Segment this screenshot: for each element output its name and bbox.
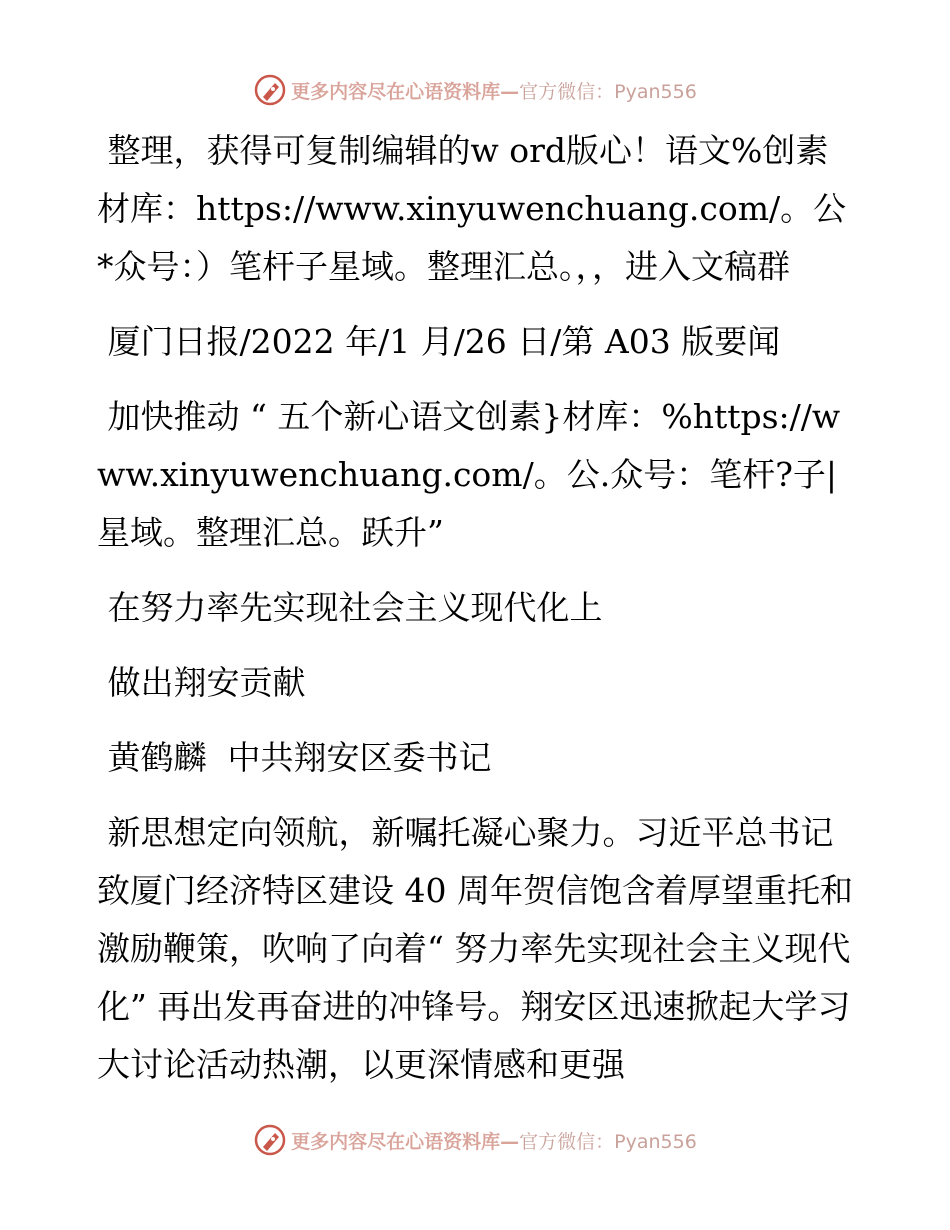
paragraph-subheadline-2: 做出翔安贡献 xyxy=(97,663,306,702)
footer-banner-text xyxy=(291,1127,697,1154)
paragraph-body: 新思想定向领航，新嘱托凝心聚力。习近平总书记致厦门经济特区建设 40 周年贺信饱含着厚望重托和激励鞭策，吹响了向着“ 努力率先实现社会主义现代化” 再出发再奋进的冲锋号。翔安区迅速掀起大学习大讨论活动热潮，以更深情感和更强 xyxy=(97,813,853,1084)
paragraph-subheadline-1: 在努力率先实现社会主义现代化上 xyxy=(97,588,603,627)
footer-watermark-banner xyxy=(0,1120,950,1160)
pen-nib-circle-icon xyxy=(253,73,287,107)
header-site-text: 更多内容尽在心语资料库— xyxy=(291,80,520,103)
paragraph-headline: 加快推动 “ 五个新心语文创素}材库：%https://www.xinyuwenchuang.com/。公.众号：笔杆?子|星域。整理汇总。跃升” xyxy=(97,397,841,552)
pen-nib-circle-icon xyxy=(253,1123,287,1157)
paragraph-author: 黄鹤麟 中共翔安区委书记 xyxy=(97,738,492,777)
document-body xyxy=(97,122,857,1111)
header-banner-text xyxy=(291,77,697,104)
footer-wechat-text: 官方微信：Pyan556 xyxy=(519,1130,697,1153)
header-wechat-text: 官方微信：Pyan556 xyxy=(519,80,697,103)
paragraph-source: 厦门日报/2022 年/1 月/26 日/第 A03 版要闻 xyxy=(97,322,781,361)
header-watermark-banner xyxy=(0,70,950,110)
footer-site-text: 更多内容尽在心语资料库— xyxy=(291,1130,520,1153)
paragraph-intro: 整理，获得可复制编辑的w ord版心！语文%创素材库：https://www.xinyuwenchuang.com/。公*众号：）笔杆子星域。整理汇总。，，进入文稿群 xyxy=(97,131,847,286)
